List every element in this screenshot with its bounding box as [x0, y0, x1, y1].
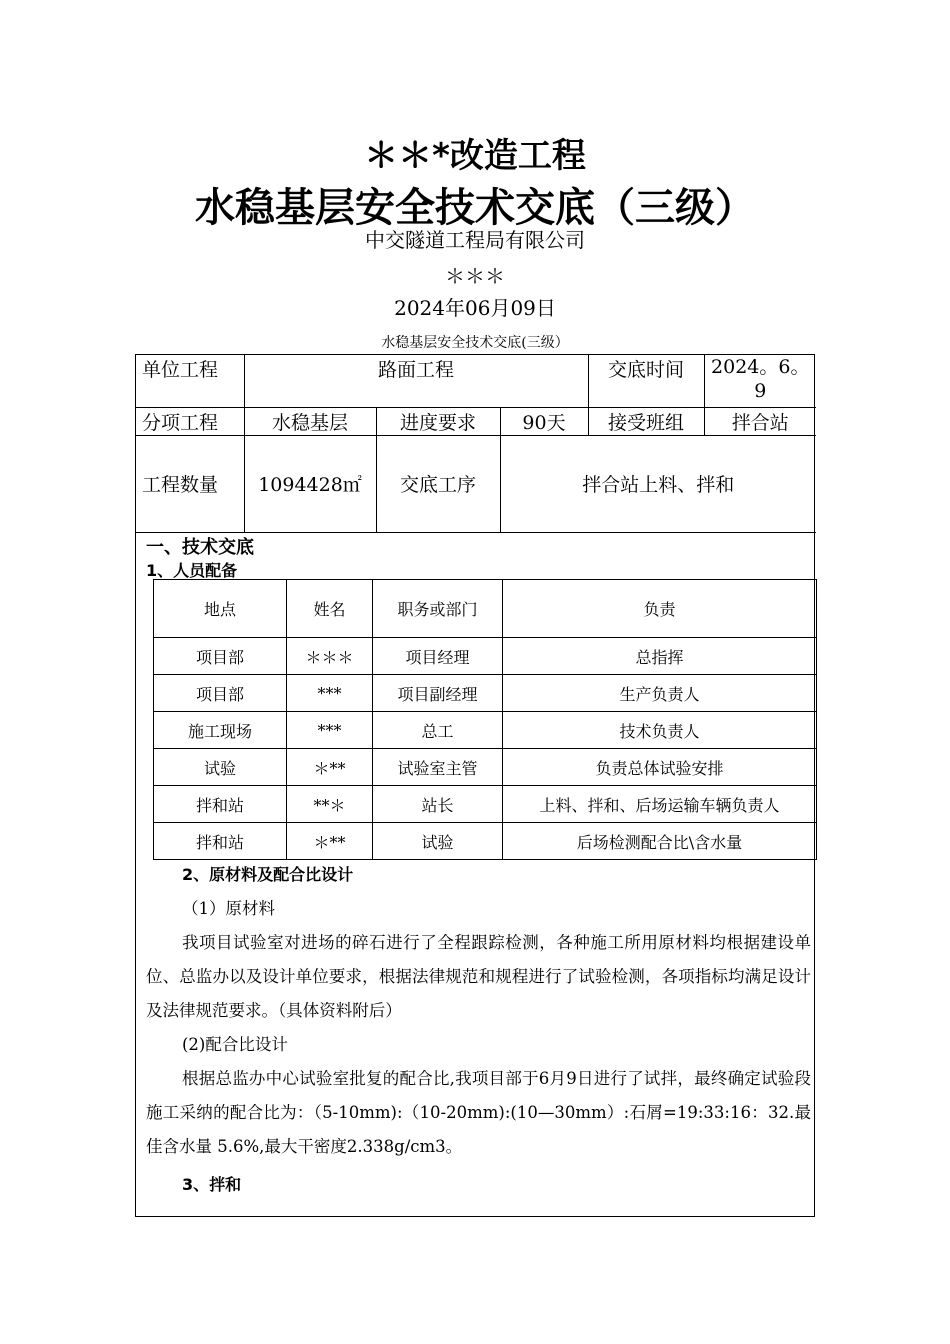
staff-duty: 总指挥	[503, 638, 817, 675]
unit-value: 路面工程	[244, 355, 588, 407]
section-1-title: 一、技术交底	[146, 537, 254, 558]
staff-name: ＊**	[287, 823, 373, 860]
sub-label: 分项工程	[136, 407, 244, 435]
sub-value: 水稳基层	[244, 407, 376, 435]
section-1-subtitle: 1、人员配备	[146, 561, 238, 580]
staff-duty: 负责总体试验安排	[503, 749, 817, 786]
document-title: 水稳基层安全技术交底（三级）	[195, 185, 755, 231]
staff-position: 站长	[373, 786, 503, 823]
info-row-2	[136, 407, 816, 435]
staff-location: 拌和站	[154, 823, 287, 860]
staff-location: 拌和站	[154, 786, 287, 823]
staff-duty: 技术负责人	[503, 712, 817, 749]
staff-name: ＊**	[287, 749, 373, 786]
staff-duty: 后场检测配合比\含水量	[503, 823, 817, 860]
table-row	[154, 786, 817, 823]
section-2-title: 2、原材料及配合比设计	[182, 865, 354, 884]
mix-design-paragraph: 根据总监办中心试验室批复的配合比,我项目部于6月9日进行了试拌，最终确定试验段施工采纳的配合比为：（5-10mm):（10-20mm):(10—30mm）:石屑=19:33:16：32.最佳含水量 5.6%,最大干密度2.338g/cm3。	[146, 1069, 811, 1156]
table-row	[154, 823, 817, 860]
table-row	[154, 638, 817, 675]
materials-paragraph: 我项目试验室对进场的碎石进行了全程跟踪检测，各种施工所用原材料均根据建设单位、总监办以及设计单位要求，根据法律规范和规程进行了试验检测，各项指标均满足设计及法律规范要求。（具体资料附后）	[146, 933, 811, 1020]
main-form	[135, 354, 815, 1217]
time-value: 2024。6。9	[704, 355, 816, 407]
qty-label: 工程数量	[136, 435, 244, 532]
info-row-3	[136, 435, 816, 532]
staff-name: ***	[287, 712, 373, 749]
staff-location: 项目部	[154, 638, 287, 675]
table-row	[154, 675, 817, 712]
materials-heading: （1）原材料	[182, 899, 275, 918]
team-label: 接受班组	[588, 407, 704, 435]
staff-position: 项目经理	[373, 638, 503, 675]
progress-value: 90天	[500, 407, 588, 435]
table-row	[154, 712, 817, 749]
section-3-title: 3、拌和	[182, 1175, 242, 1194]
staff-name: **＊	[287, 786, 373, 823]
staff-location: 项目部	[154, 675, 287, 712]
team-value: 拌合站	[704, 407, 816, 435]
staff-location: 试验	[154, 749, 287, 786]
staff-duty: 生产负责人	[503, 675, 817, 712]
staff-header-cell: 职务或部门	[373, 580, 503, 638]
progress-label: 进度要求	[376, 407, 500, 435]
staff-header-cell: 负责	[503, 580, 817, 638]
document-date: 2024年06月09日	[394, 296, 556, 320]
unit-label: 单位工程	[136, 355, 244, 407]
qty-value: 1094428㎡	[244, 435, 376, 532]
staff-location: 施工现场	[154, 712, 287, 749]
table-caption: 水稳基层安全技术交底(三级）	[381, 335, 569, 351]
staff-header-row	[154, 580, 817, 638]
table-row	[154, 749, 817, 786]
project-title: ＊＊*改造工程	[364, 136, 586, 176]
staff-position: 试验	[373, 823, 503, 860]
proc-value: 拌合站上料、拌和	[500, 435, 816, 532]
section-2-body	[146, 858, 811, 1202]
staff-position: 项目副经理	[373, 675, 503, 712]
staff-position: 总工	[373, 712, 503, 749]
info-table	[136, 355, 816, 533]
company-name: 中交隧道工程局有限公司	[365, 228, 585, 252]
staff-name: ＊＊＊	[287, 638, 373, 675]
staff-header-cell: 姓名	[287, 580, 373, 638]
staff-duty: 上料、拌和、后场运输车辆负责人	[503, 786, 817, 823]
staff-name: ***	[287, 675, 373, 712]
staff-table	[153, 579, 817, 860]
staff-header-cell: 地点	[154, 580, 287, 638]
mix-design-heading: (2)配合比设计	[182, 1035, 288, 1054]
proc-label: 交底工序	[376, 435, 500, 532]
info-row-1	[136, 355, 816, 407]
staff-position: 试验室主管	[373, 749, 503, 786]
author-name: ＊＊＊	[445, 264, 505, 288]
time-label: 交底时间	[588, 355, 704, 407]
